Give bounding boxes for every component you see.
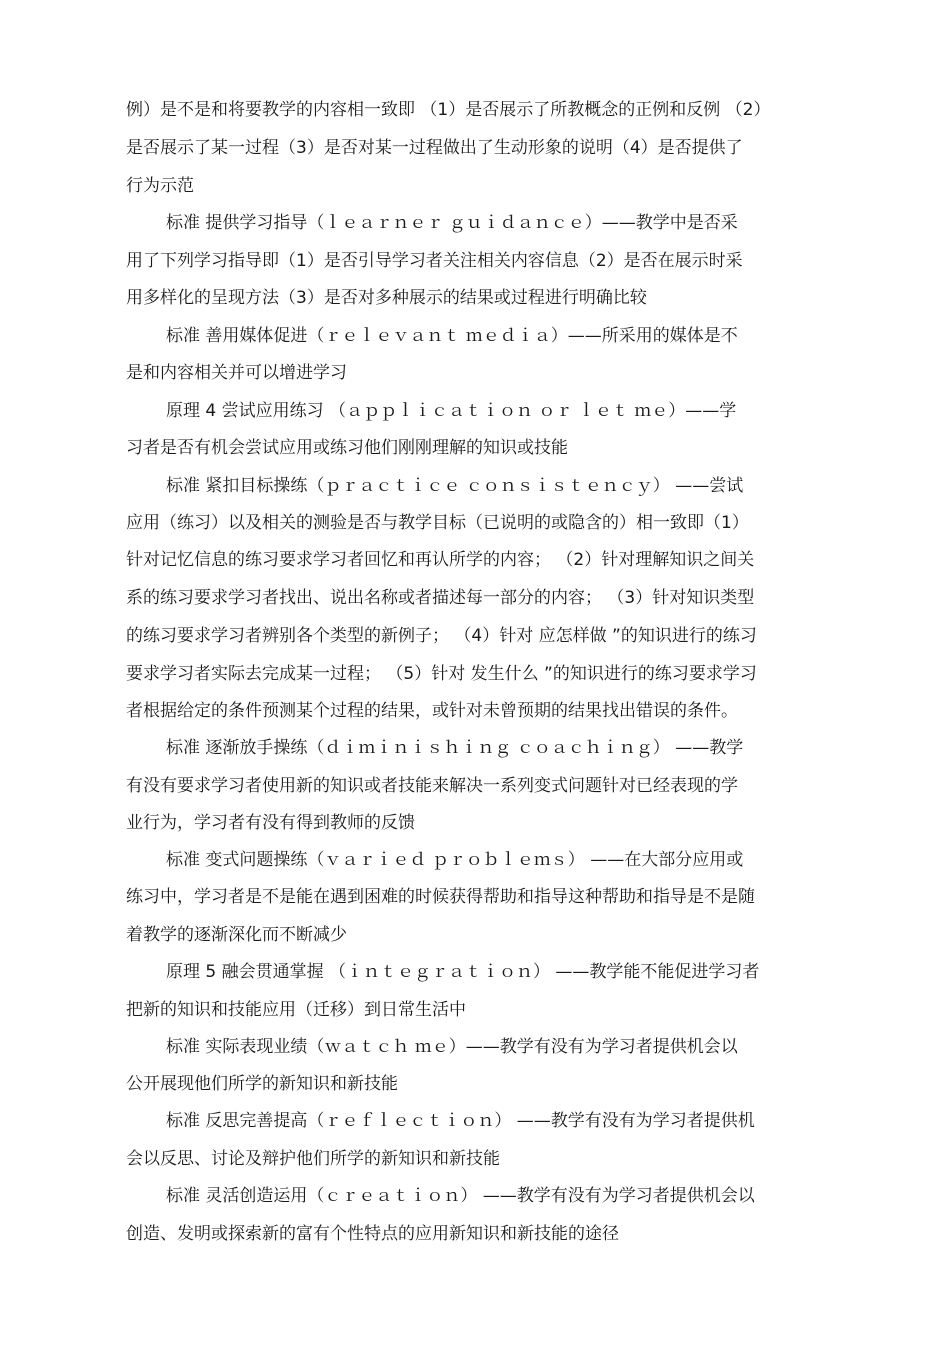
text-line: 系的练习要求学习者找出、说出名称或者描述每一部分的内容； （3）针对知识类型 — [126, 588, 755, 608]
text-line: 有没有要求学习者使用新的知识或者技能来解决一系列变式问题针对已经表现的学 — [126, 776, 738, 796]
text-line: 标准 反思完善提高（ｒｅｆｌｅｃｔｉｏｎ） ——教学有没有为学习者提供机 — [166, 1111, 755, 1131]
text-line: 创造、发明或探索新的富有个性特点的应用新知识和新技能的途径 — [126, 1224, 619, 1244]
text-line: 把新的知识和技能应用（迁移）到日常生活中 — [126, 1000, 466, 1020]
text-line: 是否展示了某一过程（3）是否对某一过程做出了生动形象的说明（4）是否提供了 — [126, 138, 743, 158]
text-line: 用了下列学习指导即（1）是否引导学习者关注相关内容信息（2）是否在展示时采 — [126, 251, 743, 271]
text-line: 针对记忆信息的练习要求学习者回忆和再认所学的内容； （2）针对理解知识之间关 — [126, 550, 755, 570]
text-line: 着教学的逐渐深化而不断减少 — [126, 925, 347, 945]
text-line: 标准 变式问题操练（ｖａｒｉｅｄ ｐｒｏｂｌｅｍｓ） ——在大部分应用或 — [166, 850, 744, 870]
text-line: 会以反思、讨论及辩护他们所学的新知识和新技能 — [126, 1149, 500, 1169]
text-line: 标准 紧扣目标操练（ｐｒａｃｔｉｃｅ ｃｏｎｓｉｓｔｅｎｃｙ） ——尝试 — [166, 476, 744, 496]
text-line: 业行为，学习者有没有得到教师的反馈 — [126, 813, 415, 833]
text-line: 习者是否有机会尝试应用或练习他们刚刚理解的知识或技能 — [126, 438, 568, 458]
text-line: 标准 善用媒体促进（ｒｅｌｅｖａｎｔ ｍｅｄｉａ）——所采用的媒体是不 — [166, 326, 738, 346]
text-line: 是和内容相关并可以增进学习 — [126, 363, 347, 383]
text-line: 者根据给定的条件预测某个过程的结果，或针对未曾预期的结果找出错误的条件。 — [126, 701, 738, 721]
text-line: 标准 实际表现业绩（ｗａｔｃｈ ｍｅ）——教学有没有为学习者提供机会以 — [166, 1037, 738, 1057]
text-line: 标准 提供学习指导（ｌｅａｒｎｅｒ ｇｕｉｄａｎｃｅ）——教学中是否采 — [166, 213, 738, 233]
text-line: 练习中，学习者是不是能在遇到困难的时候获得帮助和指导这种帮助和指导是不是随 — [126, 887, 755, 907]
text-line: 原理 4 尝试应用练习 （ａｐｐｌｉｃａｔｉｏｎ ｏｒ ｌｅｔ ｍｅ）——学 — [166, 401, 737, 421]
text-line: 要求学习者实际去完成某一过程； （5）针对 发生什么 ”的知识进行的练习要求学习 — [126, 664, 757, 684]
text-line: 公开展现他们所学的新知识和新技能 — [126, 1074, 398, 1094]
text-line: 原理 5 融会贯通掌握 （ｉｎｔｅｇｒａｔｉｏｎ） ——教学能不能促进学习者 — [166, 962, 760, 982]
text-line: 标准 灵活创造运用（ｃｒｅａｔｉｏｎ） ——教学有没有为学习者提供机会以 — [166, 1186, 755, 1206]
text-line: 应用（练习）以及相关的测验是否与教学目标（已说明的或隐含的）相一致即（1） — [126, 513, 749, 533]
text-line: 的练习要求学习者辨别各个类型的新例子； （4）针对 应怎样做 ”的知识进行的练习 — [126, 626, 757, 646]
text-line: 用多样化的呈现方法（3）是否对多种展示的结果或过程进行明确比较 — [126, 288, 647, 308]
text-line: 标准 逐渐放手操练（ｄｉｍｉｎｉｓｈｉｎｇ ｃｏａｃｈｉｎｇ） ——教学 — [166, 738, 744, 758]
text-line: 例）是不是和将要教学的内容相一致即 （1）是否展示了所教概念的正例和反例 （2） — [126, 100, 771, 120]
text-line: 行为示范 — [126, 176, 194, 196]
